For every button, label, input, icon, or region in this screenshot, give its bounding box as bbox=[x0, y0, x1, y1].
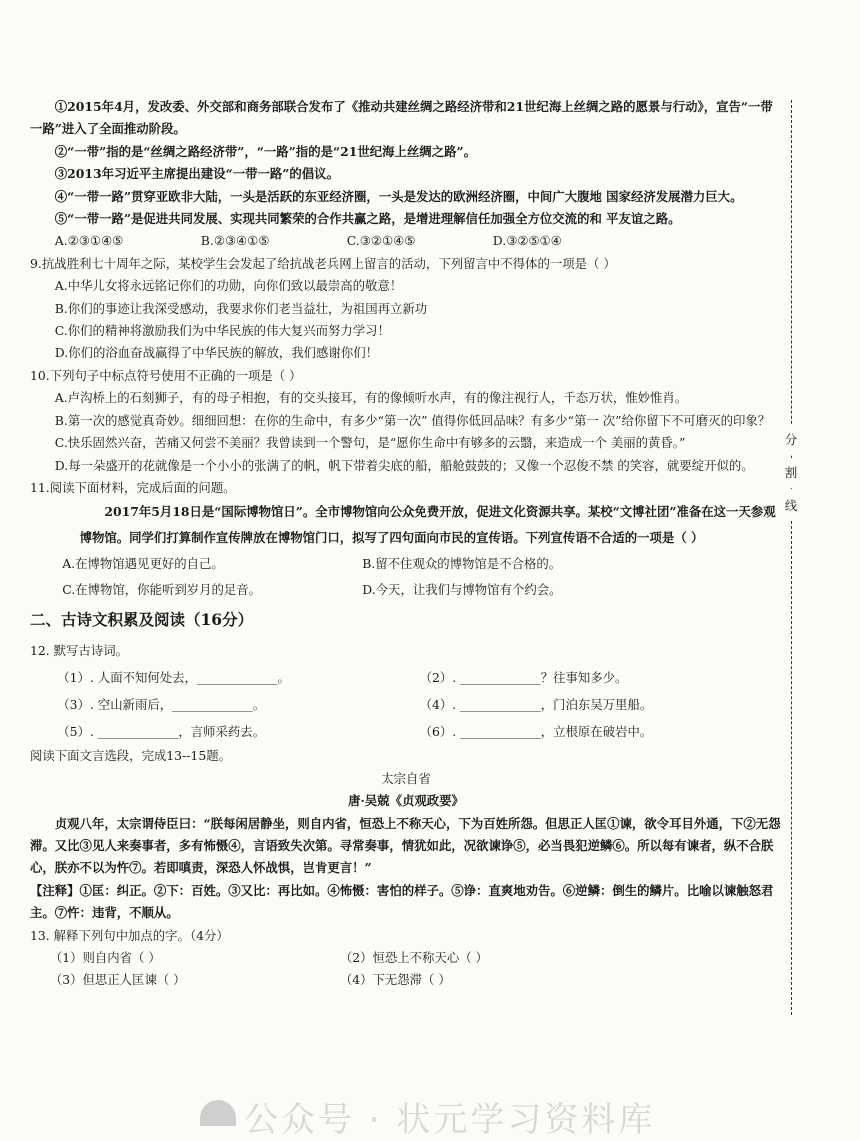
q8-statement-1: ①2015年4月，发改委、外交部和商务部联合发布了《推动共建丝绸之路经济带和21世纪海上丝绸之路的愿景与行动》，宣告“一带一路”进入了全面推动阶段。 bbox=[30, 99, 773, 137]
q10-stem: 10.下列句子中标点符号使用不正确的一项是（ ） bbox=[30, 367, 302, 383]
reading-notes: 【注释】①匡：纠正。②下：百姓。③又比：再比如。④怖慑：害怕的样子。⑤诤：直爽地劝告。⑥逆鳞：倒生的鳞片。比喻以谏触怒君主。⑦忤：违背，不顺从。 bbox=[30, 882, 774, 921]
q9-option-a: A.中华儿女将永远铭记你们的功勋，向你们致以最崇高的敬意！ bbox=[54, 278, 403, 294]
q12-row3 bbox=[30, 718, 782, 745]
reading-text: 贞观八年，太宗谓侍臣曰：“朕每闲居静坐，则自内省，恒恐上不称天心，下为百姓所怨。但思正人匡①谏，欲令耳目外通，下②无怨滞。又比③见人来奏事者，多有怖慑④，言语致失次第。寻常奏事，情犹如此，况欲谏诤⑤，必当畏犯逆鳞⑥。所以每有谏者，纵不合朕心，朕亦不以为忤⑦。若即嗔责，深恐人怀战惧，岂肯更言！” bbox=[30, 815, 781, 876]
q8-statement-3: ③2013年习近平主席提出建设“一带一路”的倡议。 bbox=[54, 166, 339, 182]
q13-item-2: （2）恒恐上不称天心（ ） bbox=[339, 949, 488, 965]
q12-row1 bbox=[30, 664, 782, 691]
q13-item-1: （1）则自内省（ ） bbox=[49, 949, 161, 965]
q13-row1 bbox=[30, 947, 782, 969]
q9-option-c: C.你们的精神将激励我们为中华民族的伟大复兴而努力学习！ bbox=[54, 323, 390, 339]
q9-stem: 9.抗战胜利七十周年之际，某校学生会发起了给抗战老兵网上留言的活动，下列留言中不得体的一项是（ ） bbox=[30, 255, 616, 271]
q11-options-row1 bbox=[30, 551, 782, 577]
q12-blank-5: （5）. _____________，言师采药去。 bbox=[57, 724, 266, 740]
q13-item-4: （4）下无怨滞（ ） bbox=[339, 972, 451, 988]
q8-statement-5: ⑤“一带一路”是促进共同发展、实现共同繁荣的合作共赢之路，是增进理解信任加强全方位交流的和 平友谊之路。 bbox=[54, 211, 681, 227]
q13-item-3: （3）但思正人匡谏（ ） bbox=[49, 972, 186, 988]
q11-material: 2017年5月18日是“国际博物馆日”。全市博物馆向公众免费开放，促进文化资源共享。某校“文博社团”准备在这一天参观博物馆。同学们打算制作宣传牌放在博物馆门口，拟写了四句面向市民的宣传语。下列宣传语不合适的一项是（ ） bbox=[79, 504, 776, 546]
q8-options bbox=[30, 230, 782, 252]
q12-blank-3: （3）. 空山新雨后，_____________。 bbox=[57, 697, 266, 713]
q12-blank-1: （1）. 人面不知何处去，_____________。 bbox=[57, 670, 290, 686]
section-title: 二、古诗文积累及阅读（16分） bbox=[30, 610, 254, 630]
q10-option-b: B.第一次的感觉真奇妙。细细回想：在你的生命中，有多少“第一次” 值得你低回品味？有多少“第一 次”给你留下不可磨灭的印象？ bbox=[54, 412, 771, 428]
q8-option-b: B.②③④①⑤ bbox=[200, 233, 270, 249]
q10-option-a: A.卢沟桥上的石刻狮子，有的母子相抱，有的交头接耳，有的像倾听水声，有的像注视行人，千态万状，惟妙惟肖。 bbox=[54, 390, 688, 406]
cut-line-label-1: 分 bbox=[780, 425, 802, 455]
q11-options-row2 bbox=[30, 577, 782, 603]
q12-blank-2: （2）. _____________？往事知多少。 bbox=[419, 670, 628, 686]
q11-option-d: D.今天，让我们与博物馆有个约会。 bbox=[362, 582, 562, 598]
q13-row2 bbox=[30, 969, 782, 991]
q9-option-b: B.你们的事迹让我深受感动，我要求你们老当益壮，为祖国再立新功 bbox=[54, 300, 428, 316]
q8-option-c: C.③②①④⑤ bbox=[346, 233, 416, 249]
q12-blank-4: （4）. _____________，门泊东吴万里船。 bbox=[419, 697, 653, 713]
reading-author: 唐·吴兢《贞观政要》 bbox=[348, 793, 464, 809]
q11-option-a: A.在博物馆遇见更好的自己。 bbox=[62, 556, 224, 572]
q8-statement-4: ④“一带一路”贯穿亚欧非大陆，一头是活跃的东亚经济圈，一头是发达的欧洲经济圈，中间广大腹地 国家经济发展潜力巨大。 bbox=[54, 188, 743, 204]
q11-option-b: B.留不住观众的博物馆是不合格的。 bbox=[362, 556, 562, 572]
q12-stem: 12. 默写古诗词。 bbox=[30, 643, 128, 659]
q9-option-d: D.你们的浴血奋战赢得了中华民族的解放，我们感谢你们！ bbox=[54, 345, 378, 361]
q12-blank-6: （6）. _____________，立根原在破岩中。 bbox=[419, 724, 653, 740]
q11-stem: 11.阅读下面材料，完成后面的问题。 bbox=[30, 479, 236, 495]
reading-title: 太宗自省 bbox=[381, 770, 431, 786]
q13-stem: 13. 解释下列句中加点的字。（4分） bbox=[30, 927, 229, 943]
watermark-text: 公众号 · 状元学习资料库 bbox=[244, 1100, 656, 1140]
exam-content bbox=[30, 96, 782, 992]
q8-statement-2: ②“一带”指的是“丝绸之路经济带”，“一路”指的是“21世纪海上丝绸之路”。 bbox=[54, 143, 476, 159]
reading-intro: 阅读下面文言选段，完成13--15题。 bbox=[30, 748, 231, 764]
q10-option-d: D.每一朵盛开的花就像是一个小小的张满了的帆，帆下带着尖底的船，船舱鼓鼓的；又像一个忍俊不禁 的笑容，就要绽开似的。 bbox=[54, 457, 754, 473]
q11-option-c: C.在博物馆，你能听到岁月的足音。 bbox=[62, 582, 262, 598]
cut-line-label-3: 线 bbox=[780, 491, 802, 521]
watermark-logo-icon bbox=[200, 1100, 236, 1126]
q8-option-d: D.③②⑤①④ bbox=[492, 233, 562, 249]
cut-line-label-2: 割 bbox=[780, 458, 802, 488]
q12-row2 bbox=[30, 691, 782, 718]
cut-line bbox=[791, 100, 792, 1015]
q8-option-a: A.②③①④⑤ bbox=[54, 233, 124, 249]
q10-option-c: C.快乐固然兴奋，苦痛又何尝不美丽？我曾读到一个警句，是“愿你生命中有够多的云翳，来造成一个 美丽的黄昏。” bbox=[54, 435, 686, 451]
